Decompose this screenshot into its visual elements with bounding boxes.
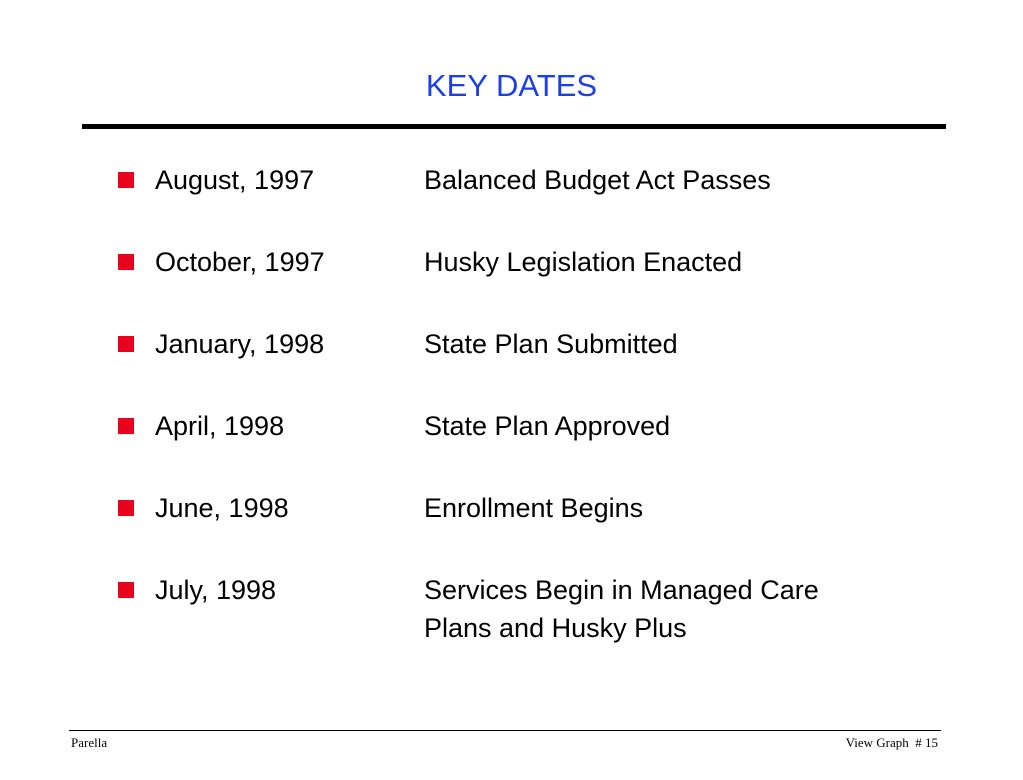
slide-title: KEY DATES [425,68,598,103]
square-bullet-icon [118,254,134,270]
description-line: Enrollment Begins [424,493,644,523]
item-description [424,407,984,445]
description-line: Services Begin in Managed Care [424,575,819,605]
item-date: July, 1998 [155,575,277,605]
square-bullet-icon [118,172,134,188]
description-line: Plans and Husky Plus [424,613,687,643]
item-date: January, 1998 [155,329,325,359]
description-line: Husky Legislation Enacted [424,247,743,277]
item-description [424,571,984,647]
description-line: State Plan Submitted [424,329,678,359]
title-divider [82,124,946,129]
square-bullet-icon [118,336,134,352]
square-bullet-icon [118,418,134,434]
footer-author: Parella [71,735,108,750]
item-date: October, 1997 [155,247,325,277]
square-bullet-icon [118,582,134,598]
square-bullet-icon [118,500,134,516]
item-description [424,325,984,363]
item-date: August, 1997 [155,165,315,195]
item-description [424,243,984,281]
item-date: June, 1998 [155,493,289,523]
item-description [424,489,984,527]
footer-page-number: View Graph # 15 [845,735,938,750]
footer-divider [69,730,941,731]
description-line: Balanced Budget Act Passes [424,165,771,195]
item-description [424,161,984,199]
item-date: April, 1998 [155,411,285,441]
description-line: State Plan Approved [424,411,671,441]
